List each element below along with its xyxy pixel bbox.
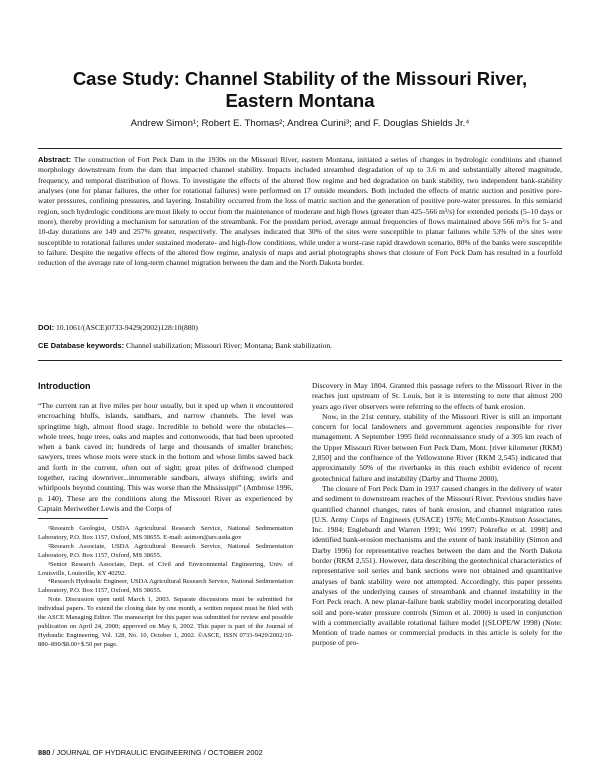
abstract-text: The construction of Fort Peck Dam in the 1930s on the Missouri River, eastern Montana, initiated a series of changes in hydrologic conditions and channel morphology downstream from the dam that impacted channel stability. Impacts included streambed degradation of up to 3.6 m and substantially altered magnitude, frequency, and temporal distribution of flows. To investigate the effects of the altered flow regime and bed degradation on bank stability, two independent bank-stability analyses (one for planar failures, the other for rotational failures) were performed on 17 outside meanders. Both included the effects of matric suction and positive pore-water pressures, confining pressures, and layering. Instability occurred from the loss of matric suction and the generation of positive pore-water pressures. In this semiarid region, such hydrologic conditions are most likely to occur from the maintenance of moderate and high flows (greater than 425–566 m³/s) for extended periods (5–10 days or more), thereby providing a mechanism for saturation of the streambank. For the postdam period, average annual frequencies of flows maintained above 566 m³/s for 5- and 10-day durations are 149 and 257% greater, respectively. The analyses indicated that 30% of the sites were susceptible to planar failures while 53% of the sites were susceptible to rotational failures under sustained moderate- and high-flow conditions, while under a worst-case rapid drawdown scenario, 80% of the banks were susceptible to failure. Despite the negative effects of the altered flow regime, analysis of maps and aerial photographs shows that closure of Fort Peck Dam has resulted in a fourfold reduction of the average rate of long-term channel migration between the dam and the North Dakota border.	[38, 155, 562, 268]
keywords-line	[38, 341, 332, 350]
section-heading-introduction: Introduction	[38, 381, 91, 391]
paper-title: Case Study: Channel Stability of the Missouri River, Eastern Montana	[72, 68, 528, 111]
top-rule	[38, 148, 562, 149]
author-list: Andrew Simon¹; Robert E. Thomas²; Andrea Curini³; and F. Douglas Shields Jr.⁴	[130, 118, 470, 129]
paragraph: Now, in the 21st century, stability of the Missouri River is still an important concern for local landowners and government agencies responsible for river management. A September 1995 field reconnaissance study of a 305 km reach of the Upper Missouri River between Fort Peck Dam, Mont. [river kilometer (RKM) 2,850] and the confluence of the Yellowstone River (RKM 2,545) indicated that approximately 50% of the riverbanks in this reach exhibit evidence of recent geotechnical failure and instability (Darby and Thorne 2000).	[312, 411, 562, 483]
footnote: ²Research Associate, USDA Agricultural Research Service, National Sedimentation Laboratory, P.O. Box 1157, Oxford, MS 38655.	[38, 542, 293, 559]
footnote-note: Note. Discussion open until March 1, 2003. Separate discussions must be submitted for individual papers. To extend the closing date by one month, a written request must be filed with the ASCE Managing Editor. The manuscript for this paper was submitted for review and possible publication on April 24, 2000; approved on May 6, 2002. This paper is part of the Journal of Hydraulic Engineering, Vol. 128, No. 10, October 1, 2002. ©ASCE, ISSN 0733-9429/2002/10-880–890/$8.00+$.50 per page.	[38, 596, 293, 648]
footnote: ⁴Research Hydraulic Engineer, USDA Agricultural Research Service, National Sedimentation Laboratory, P.O. Box 1157, Oxford, MS 38655.	[38, 578, 293, 595]
footnote-separator	[38, 518, 108, 519]
footnote: ³Senior Research Associate, Dept. of Civil and Environmental Engineering, Univ. of Louisville, Louisville, KY 40292.	[38, 560, 293, 577]
footnotes	[38, 525, 293, 650]
right-column	[312, 381, 562, 649]
doi-line	[38, 323, 198, 332]
footnote: ¹Research Geologist, USDA Agricultural Research Service, National Sedimentation Laboratory, P.O. Box 1157, Oxford, MS 38655. E-mail: asimon@ars.usda.gov	[38, 525, 293, 541]
bottom-rule	[38, 360, 562, 361]
left-column	[38, 401, 293, 514]
keywords-label: CE Database keywords:	[38, 341, 125, 350]
page-footer	[38, 748, 263, 757]
paragraph: The closure of Fort Peck Dam in 1937 caused changes in the delivery of water and sediment to downstream reaches of the Missouri River. Previous studies have quantified channel changes, rates of bank erosion, and channel migration rates [U.S. Army Corps of Engineers (USACE) 1976; McCombs-Knutson Associates, Inc. 1984; Englebardt and Warren 1991; Wei 1997; Pokrefke et al. 1998] and identified bank-erosion mechanisms and the extent of bank instability (Simon and Darby 1996) for representative reaches between the dam and the North Dakota border (RKM 2,551). However, data describing the geotechnical characteristics of representative soil series and bank sections were not obtained and quantitative analyses of bank stability were not attempted. Accordingly, this paper presents analyses of the underlying causes of streambank and channel instability in the Fort Peck reach. A new planar-failure bank stability model incorporating detailed soil and pore-water pressure controls (Simon et al. 2000) is used in conjunction with a commercially available rotational failure model [(SLOPE/W 1998) (Note: Mention of trade names or commercial products in this article is solely for the purpose of pro-	[312, 483, 562, 648]
paragraph: Discovery in May 1804. Granted this passage refers to the Missouri River in the reaches just upstream of St. Louis, but it is interesting to note that almost 200 years ago river observers were referring to the effects of bank erosion.	[312, 381, 562, 411]
abstract	[38, 155, 562, 269]
paragraph: “The current ran at five miles per hour usually, but it sped up when it encountered encroaching bluffs, islands, sandbars, and narrow channels. The level was springtime high, almost flood stage. Incredible to behold were the obstacles—whole trees, huge trees, oaks and maples and cottonwoods, that had been uprooted when a bank caved in; hundreds of large and thousands of smaller branches; sawyers, trees whose roots were stuck in the bottom and whose limbs sawed back and forth in the current, often out of sight; great piles of driftwood clumped together, racing downriver...innumerable sandbars, always shifting; swirls and whirlpools beyond counting. This was worse than the Mississippi” (Ambrose 1996, p. 140). These are the conditions along the Missouri River as experienced by Captain Meriwether Lewis and the Corps of	[38, 401, 293, 513]
doi-value[interactable]: 10.1061/(ASCE)0733-9429(2002)128:10(880)	[55, 323, 198, 332]
doi-label: DOI:	[38, 323, 55, 332]
keywords-value: Channel stabilization; Missouri River; Montana; Bank stabilization.	[126, 341, 333, 350]
page-number: 880	[38, 748, 51, 757]
abstract-label: Abstract:	[38, 155, 72, 164]
journal-name: / JOURNAL OF HYDRAULIC ENGINEERING / OCTOBER 2002	[52, 748, 263, 757]
